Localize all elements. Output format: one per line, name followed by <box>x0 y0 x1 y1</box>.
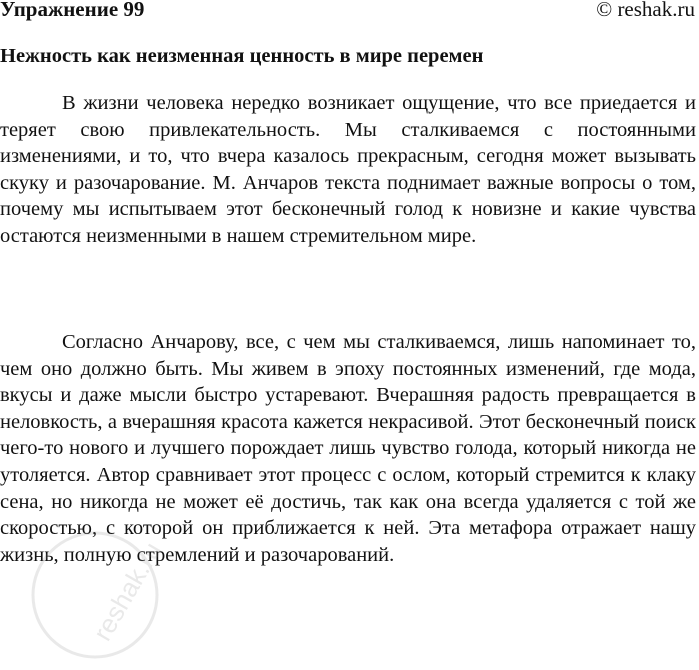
page-header <box>0 0 699 24</box>
essay-paragraph-1: В жизни человека нередко возникает ощущение, что все приедается и теряет свою привлекательность. Мы сталкиваемся с постоянными изменениями, и то, что вчера казалось прекрасным, сегодня может вызывать скуку и разочарование. М. Анчаров текста поднимает важные вопросы о том, почему мы испытываем этот бесконечный голод к новизне и какие чувства остаются неизменными в нашем стремительном мире. <box>0 92 696 247</box>
watermark-text: reshak.ru <box>87 536 168 646</box>
essay-paragraph-2: Согласно Анчарову, все, с чем мы сталкиваемся, лишь напоминает то, чем оно должно быть. Мы живем в эпоху постоянных изменений, где мода, вкусы и даже мысли быстро устаревают. Вчерашняя радость превращается в неловкость, а вчерашняя красота кажется некрасивой. Этот бесконечный поиск чего-то нового и лучшего порождает лишь чувство голода, который никогда не утоляется. Автор сравнивает этот процесс с ослом, который стремится к клаку сена, но никогда не может её достичь, так как она всегда удаляется с той же скоростью, с которой он приближается к ней. Эта метафора отражает нашу жизнь, полную стремлений и разочарований. <box>0 331 696 566</box>
exercise-title: Упражнение 99 <box>0 0 145 21</box>
essay-title: Нежность как неизменная ценность в мире перемен <box>0 45 484 67</box>
copyright-text: © reshak.ru <box>596 0 695 21</box>
